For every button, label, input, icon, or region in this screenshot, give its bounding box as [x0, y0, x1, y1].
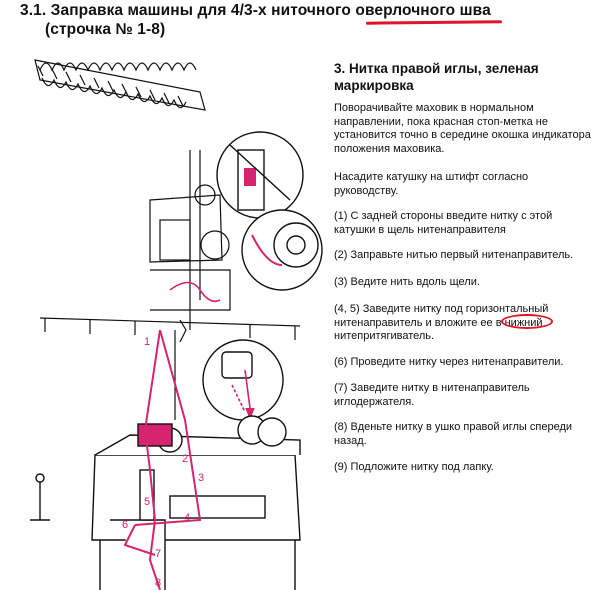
instruction-step-8: (8) Вденьте нитку в ушко правой иглы спереди назад. [334, 421, 573, 447]
step45-text-before: (4, 5) Заведите нитку под горизонтальный нитенаправитель и вложите ее в [334, 303, 549, 329]
looper-detail-magnifier [203, 340, 283, 420]
flywheel-indicator-magnifier [217, 132, 303, 218]
instruction-step-6: (6) Проведите нитку через нитенаправители. [334, 356, 564, 368]
step-label-6: 6 [122, 519, 129, 531]
overlock-stitch-icon [35, 60, 205, 110]
instruction-step-4-5 [334, 303, 594, 344]
step-label-2: 2 [182, 453, 189, 465]
instruction-step-9: (9) Подложите нитку под лапку. [334, 461, 494, 473]
spool-guide-magnifier [242, 210, 322, 290]
instruction-paragraph: Насадите катушку на штифт согласно руководству. [334, 171, 529, 197]
title-highlight-underline [366, 20, 502, 24]
step-label-5: 5 [144, 496, 151, 508]
instruction-step-7: (7) Заведите нитку в нитенаправитель иглодержателя. [334, 382, 530, 408]
instruction-step-1: (1) С задней стороны введите нитку с этой катушки в щель нитенаправителя [334, 210, 553, 236]
instruction-step-2: (2) Заправьте нитью первый нитенаправитель. [334, 249, 574, 261]
instruction-step-3: (3) Ведите нить вдоль щели. [334, 276, 480, 288]
highlighted-word: нижний [505, 317, 543, 329]
step-label-1: 1 [144, 336, 151, 348]
page-subtitle: (строчка № 1-8) [45, 21, 166, 38]
instruction-paragraph: Поворачивайте маховик в нормальном направлении, пока красная стоп-метка не установится точно в середине окошка индикатора положения маховика. [334, 102, 591, 155]
step-label-7: 7 [155, 548, 162, 560]
section-heading: 3. Нитка правой иглы, зеленая маркировка [334, 61, 539, 93]
serger-machine-body [30, 416, 300, 590]
highlight-circle [501, 314, 553, 329]
page-title: 3.1. Заправка машины для 4/3-х ниточного оверлочного шва [20, 2, 491, 19]
step-label-3: 3 [198, 472, 205, 484]
step45-text-after: нитепритягиватель. [334, 330, 435, 343]
step-label-8: 8 [155, 577, 162, 589]
step-label-4: 4 [184, 512, 191, 524]
